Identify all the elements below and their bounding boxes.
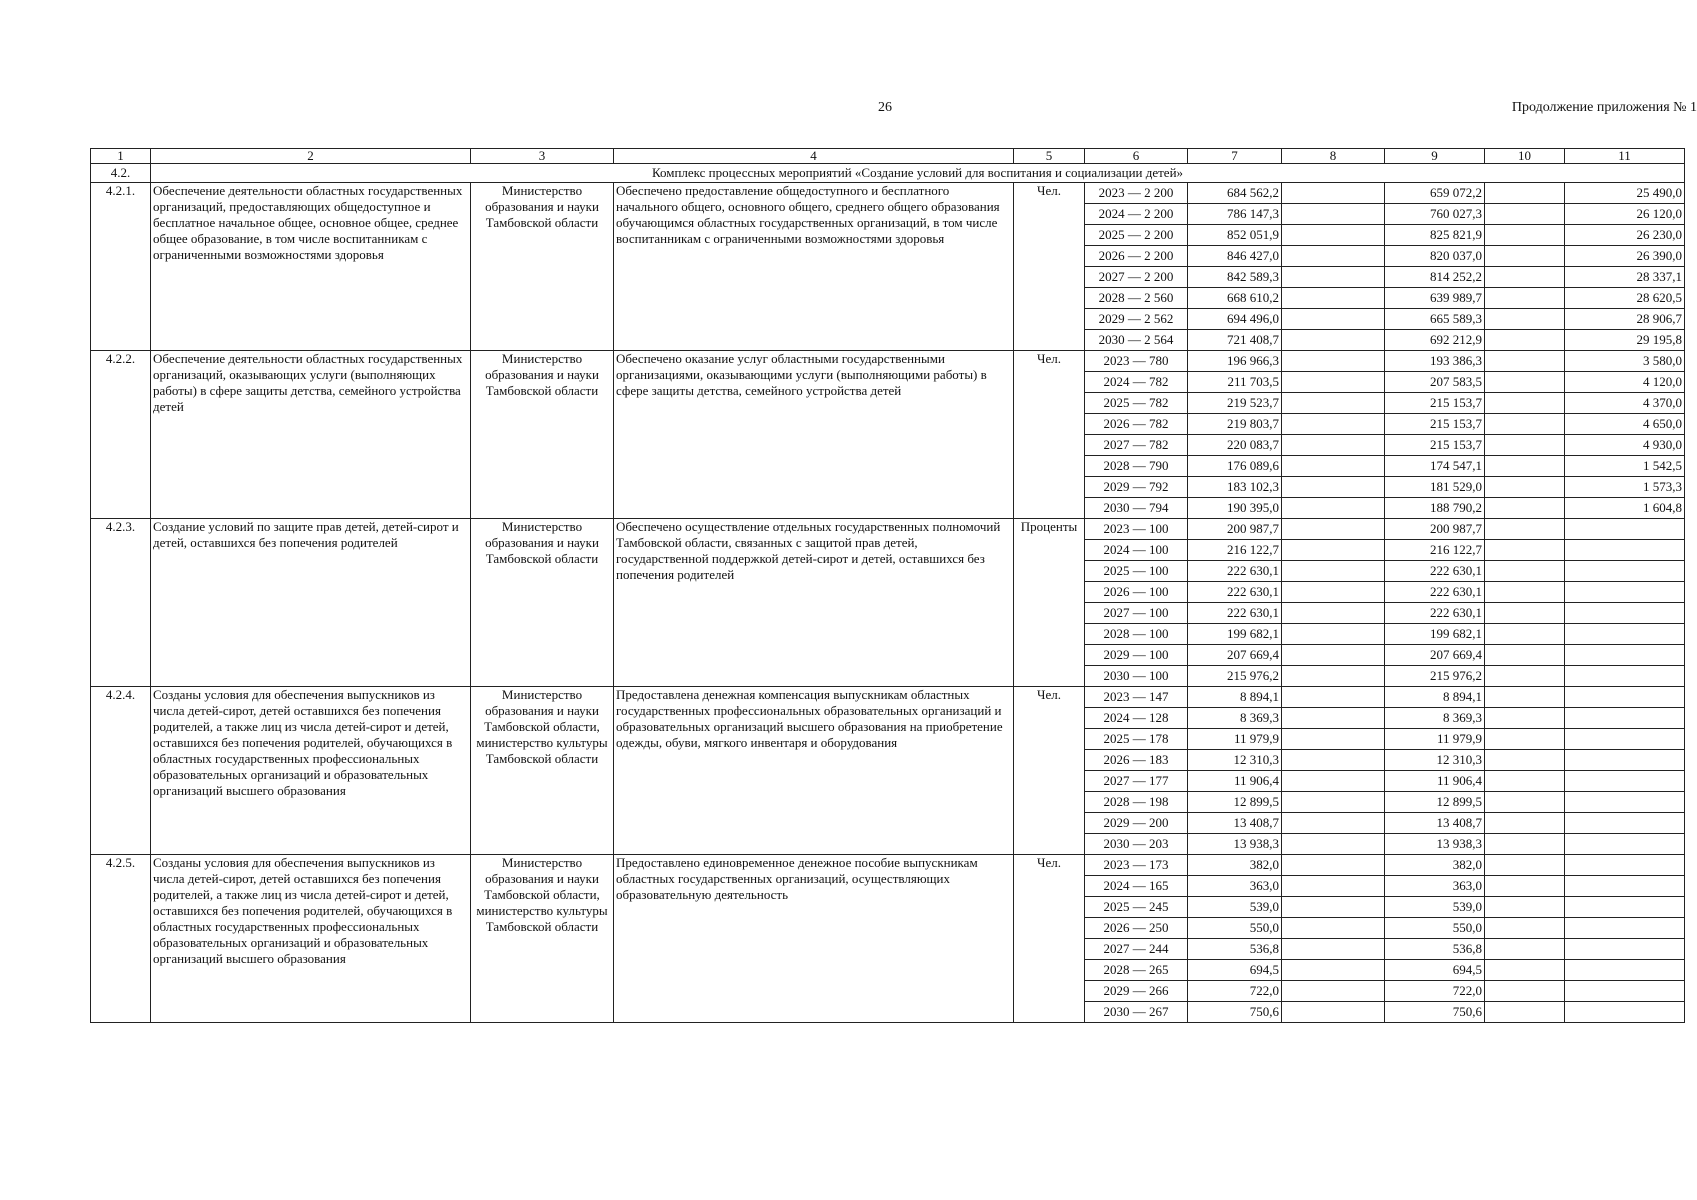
year-indicator: 2028 — 265 [1085,960,1188,981]
regional-budget-amount: 12 899,5 [1385,792,1485,813]
federal-budget-amount [1282,960,1385,981]
column-number: 3 [471,149,614,164]
total-amount: 536,8 [1188,939,1282,960]
regional-budget-amount: 222 630,1 [1385,582,1485,603]
total-amount: 382,0 [1188,855,1282,876]
total-amount: 12 899,5 [1188,792,1282,813]
column-number: 9 [1385,149,1485,164]
local-budget-amount [1485,792,1565,813]
local-budget-amount [1485,876,1565,897]
unit-of-measure: Чел. [1014,687,1085,855]
year-indicator: 2027 — 244 [1085,939,1188,960]
total-amount: 668 610,2 [1188,288,1282,309]
year-indicator: 2030 — 100 [1085,666,1188,687]
local-budget-amount [1485,1002,1565,1023]
federal-budget-amount [1282,225,1385,246]
extrabudgetary-amount [1565,981,1685,1002]
local-budget-amount [1485,414,1565,435]
regional-budget-amount: 200 987,7 [1385,519,1485,540]
federal-budget-amount [1282,561,1385,582]
year-indicator: 2030 — 267 [1085,1002,1188,1023]
year-indicator: 2027 — 100 [1085,603,1188,624]
federal-budget-amount [1282,687,1385,708]
extrabudgetary-amount [1565,561,1685,582]
federal-budget-amount [1282,477,1385,498]
regional-budget-amount: 750,6 [1385,1002,1485,1023]
section-title: Комплекс процессных мероприятий «Создание условий для воспитания и социализации детей» [151,164,1685,183]
local-budget-amount [1485,603,1565,624]
federal-budget-amount [1282,183,1385,204]
local-budget-amount [1485,813,1565,834]
year-indicator: 2028 — 790 [1085,456,1188,477]
column-number: 2 [151,149,471,164]
regional-budget-amount: 8 369,3 [1385,708,1485,729]
local-budget-amount [1485,981,1565,1002]
total-amount: 199 682,1 [1188,624,1282,645]
extrabudgetary-amount [1565,813,1685,834]
local-budget-amount [1485,498,1565,519]
total-amount: 694,5 [1188,960,1282,981]
local-budget-amount [1485,708,1565,729]
extrabudgetary-amount: 25 490,0 [1565,183,1685,204]
local-budget-amount [1485,561,1565,582]
item-number: 4.2.1. [91,183,151,351]
regional-budget-amount: 11 906,4 [1385,771,1485,792]
year-indicator: 2028 — 2 560 [1085,288,1188,309]
column-number: 4 [614,149,1014,164]
total-amount: 216 122,7 [1188,540,1282,561]
extrabudgetary-amount: 3 580,0 [1565,351,1685,372]
total-amount: 176 089,6 [1188,456,1282,477]
federal-budget-amount [1282,519,1385,540]
extrabudgetary-amount: 1 573,3 [1565,477,1685,498]
extrabudgetary-amount [1565,750,1685,771]
year-indicator: 2025 — 2 200 [1085,225,1188,246]
federal-budget-amount [1282,372,1385,393]
unit-of-measure: Чел. [1014,351,1085,519]
extrabudgetary-amount [1565,792,1685,813]
federal-budget-amount [1282,813,1385,834]
year-indicator: 2024 — 782 [1085,372,1188,393]
local-budget-amount [1485,309,1565,330]
regional-budget-amount: 665 589,3 [1385,309,1485,330]
federal-budget-amount [1282,330,1385,351]
total-amount: 222 630,1 [1188,582,1282,603]
measure-name: Созданы условия для обеспечения выпускников из числа детей-сирот, детей оставшихся без попечения родителей, а также лиц из числа детей-сирот и детей, оставшихся без попечения родителей, обучающихся в областных государственных профессиональных образовательных организаций и образовательных организаций высшего образования [151,687,471,855]
expected-result: Обеспечено оказание услуг областными государственными организациями, оказывающими услуги (выполняющими работы) в сфере защиты детства, семейного устройства детей [614,351,1014,519]
section-number: 4.2. [91,164,151,183]
federal-budget-amount [1282,855,1385,876]
federal-budget-amount [1282,624,1385,645]
total-amount: 721 408,7 [1188,330,1282,351]
total-amount: 694 496,0 [1188,309,1282,330]
extrabudgetary-amount: 28 906,7 [1565,309,1685,330]
extrabudgetary-amount [1565,645,1685,666]
extrabudgetary-amount [1565,519,1685,540]
extrabudgetary-amount: 28 620,5 [1565,288,1685,309]
local-budget-amount [1485,939,1565,960]
local-budget-amount [1485,183,1565,204]
local-budget-amount [1485,666,1565,687]
total-amount: 722,0 [1188,981,1282,1002]
regional-budget-amount: 215 153,7 [1385,414,1485,435]
total-amount: 196 966,3 [1188,351,1282,372]
regional-budget-amount: 8 894,1 [1385,687,1485,708]
expected-result: Предоставлено единовременное денежное пособие выпускникам областных государственных организаций, осуществляющих образовательную деятельность [614,855,1014,1023]
expected-result: Обеспечено осуществление отдельных государственных полномочий Тамбовской области, связанных с защитой прав детей, государственной поддержкой детей-сирот и детей, оставшихся без попечения родителей [614,519,1014,687]
regional-budget-amount: 199 682,1 [1385,624,1485,645]
regional-budget-amount: 215 153,7 [1385,435,1485,456]
extrabudgetary-amount: 4 930,0 [1565,435,1685,456]
section-row [91,164,1685,183]
extrabudgetary-amount [1565,624,1685,645]
extrabudgetary-amount [1565,939,1685,960]
extrabudgetary-amount: 29 195,8 [1565,330,1685,351]
federal-budget-amount [1282,1002,1385,1023]
total-amount: 13 938,3 [1188,834,1282,855]
regional-budget-amount: 222 630,1 [1385,561,1485,582]
year-indicator: 2026 — 250 [1085,918,1188,939]
regional-budget-amount: 722,0 [1385,981,1485,1002]
extrabudgetary-amount [1565,1002,1685,1023]
extrabudgetary-amount: 26 230,0 [1565,225,1685,246]
total-amount: 207 669,4 [1188,645,1282,666]
responsible-executor: Министерство образования и науки Тамбовской области [471,519,614,687]
year-indicator: 2027 — 2 200 [1085,267,1188,288]
local-budget-amount [1485,351,1565,372]
expected-result: Обеспечено предоставление общедоступного и бесплатного начального общего, основного общего, среднего общего образования обучающимся областных государственных организаций, в том числе воспитанникам с ограниченными возможностями здоровья [614,183,1014,351]
local-budget-amount [1485,834,1565,855]
regional-budget-amount: 694,5 [1385,960,1485,981]
total-amount: 215 976,2 [1188,666,1282,687]
regional-budget-amount: 174 547,1 [1385,456,1485,477]
federal-budget-amount [1282,288,1385,309]
table-row [91,351,1685,372]
year-indicator: 2025 — 245 [1085,897,1188,918]
federal-budget-amount [1282,918,1385,939]
regional-budget-amount: 382,0 [1385,855,1485,876]
federal-budget-amount [1282,204,1385,225]
total-amount: 190 395,0 [1188,498,1282,519]
year-indicator: 2029 — 200 [1085,813,1188,834]
extrabudgetary-amount [1565,918,1685,939]
local-budget-amount [1485,960,1565,981]
federal-budget-amount [1282,897,1385,918]
local-budget-amount [1485,687,1565,708]
extrabudgetary-amount: 4 650,0 [1565,414,1685,435]
year-indicator: 2025 — 782 [1085,393,1188,414]
local-budget-amount [1485,435,1565,456]
federal-budget-amount [1282,645,1385,666]
regional-budget-amount: 659 072,2 [1385,183,1485,204]
regional-budget-amount: 188 790,2 [1385,498,1485,519]
local-budget-amount [1485,204,1565,225]
total-amount: 852 051,9 [1188,225,1282,246]
federal-budget-amount [1282,981,1385,1002]
year-indicator: 2024 — 128 [1085,708,1188,729]
regional-budget-amount: 760 027,3 [1385,204,1485,225]
federal-budget-amount [1282,834,1385,855]
local-budget-amount [1485,456,1565,477]
year-indicator: 2026 — 100 [1085,582,1188,603]
year-indicator: 2024 — 100 [1085,540,1188,561]
regional-budget-amount: 216 122,7 [1385,540,1485,561]
page-number: 26 [878,100,892,115]
regional-budget-amount: 12 310,3 [1385,750,1485,771]
total-amount: 222 630,1 [1188,603,1282,624]
federal-budget-amount [1282,246,1385,267]
federal-budget-amount [1282,498,1385,519]
total-amount: 12 310,3 [1188,750,1282,771]
year-indicator: 2023 — 147 [1085,687,1188,708]
column-number: 10 [1485,149,1565,164]
regional-budget-amount: 820 037,0 [1385,246,1485,267]
regional-budget-amount: 539,0 [1385,897,1485,918]
year-indicator: 2026 — 782 [1085,414,1188,435]
year-indicator: 2029 — 100 [1085,645,1188,666]
year-indicator: 2030 — 794 [1085,498,1188,519]
regional-budget-amount: 207 669,4 [1385,645,1485,666]
extrabudgetary-amount: 1 604,8 [1565,498,1685,519]
federal-budget-amount [1282,792,1385,813]
extrabudgetary-amount: 4 370,0 [1565,393,1685,414]
local-budget-amount [1485,519,1565,540]
federal-budget-amount [1282,351,1385,372]
regional-budget-amount: 639 989,7 [1385,288,1485,309]
table-row [91,687,1685,708]
extrabudgetary-amount [1565,603,1685,624]
responsible-executor: Министерство образования и науки Тамбовской области [471,351,614,519]
responsible-executor: Министерство образования и науки Тамбовской области, министерство культуры Тамбовской области [471,687,614,855]
year-indicator: 2029 — 2 562 [1085,309,1188,330]
federal-budget-amount [1282,603,1385,624]
local-budget-amount [1485,582,1565,603]
column-number: 5 [1014,149,1085,164]
extrabudgetary-amount: 1 542,5 [1565,456,1685,477]
regional-budget-amount: 13 938,3 [1385,834,1485,855]
program-measures-table [90,148,1685,1023]
federal-budget-amount [1282,876,1385,897]
extrabudgetary-amount [1565,876,1685,897]
regional-budget-amount: 207 583,5 [1385,372,1485,393]
total-amount: 200 987,7 [1188,519,1282,540]
appendix-continuation-note: Продолжение приложения № 1 [1511,100,1697,115]
local-budget-amount [1485,645,1565,666]
extrabudgetary-amount [1565,666,1685,687]
local-budget-amount [1485,225,1565,246]
extrabudgetary-amount [1565,897,1685,918]
year-indicator: 2023 — 780 [1085,351,1188,372]
extrabudgetary-amount [1565,729,1685,750]
federal-budget-amount [1282,750,1385,771]
regional-budget-amount: 825 821,9 [1385,225,1485,246]
year-indicator: 2024 — 2 200 [1085,204,1188,225]
total-amount: 211 703,5 [1188,372,1282,393]
item-number: 4.2.5. [91,855,151,1023]
local-budget-amount [1485,771,1565,792]
extrabudgetary-amount: 4 120,0 [1565,372,1685,393]
regional-budget-amount: 181 529,0 [1385,477,1485,498]
local-budget-amount [1485,288,1565,309]
total-amount: 363,0 [1188,876,1282,897]
unit-of-measure: Проценты [1014,519,1085,687]
column-number: 6 [1085,149,1188,164]
regional-budget-amount: 193 386,3 [1385,351,1485,372]
local-budget-amount [1485,372,1565,393]
measure-name: Создание условий по защите прав детей, детей-сирот и детей, оставшихся без попечения родителей [151,519,471,687]
federal-budget-amount [1282,414,1385,435]
federal-budget-amount [1282,729,1385,750]
year-indicator: 2028 — 198 [1085,792,1188,813]
total-amount: 8 894,1 [1188,687,1282,708]
total-amount: 539,0 [1188,897,1282,918]
extrabudgetary-amount: 28 337,1 [1565,267,1685,288]
year-indicator: 2025 — 178 [1085,729,1188,750]
extrabudgetary-amount [1565,960,1685,981]
responsible-executor: Министерство образования и науки Тамбовской области, министерство культуры Тамбовской области [471,855,614,1023]
local-budget-amount [1485,750,1565,771]
federal-budget-amount [1282,939,1385,960]
total-amount: 220 083,7 [1188,435,1282,456]
federal-budget-amount [1282,582,1385,603]
extrabudgetary-amount [1565,855,1685,876]
year-indicator: 2029 — 266 [1085,981,1188,1002]
total-amount: 786 147,3 [1188,204,1282,225]
local-budget-amount [1485,246,1565,267]
local-budget-amount [1485,897,1565,918]
total-amount: 846 427,0 [1188,246,1282,267]
total-amount: 183 102,3 [1188,477,1282,498]
table-row [91,183,1685,204]
local-budget-amount [1485,267,1565,288]
table-row [91,519,1685,540]
federal-budget-amount [1282,540,1385,561]
column-number: 7 [1188,149,1282,164]
unit-of-measure: Чел. [1014,183,1085,351]
item-number: 4.2.3. [91,519,151,687]
local-budget-amount [1485,540,1565,561]
extrabudgetary-amount [1565,771,1685,792]
federal-budget-amount [1282,666,1385,687]
regional-budget-amount: 13 408,7 [1385,813,1485,834]
year-indicator: 2027 — 177 [1085,771,1188,792]
year-indicator: 2030 — 203 [1085,834,1188,855]
year-indicator: 2023 — 173 [1085,855,1188,876]
regional-budget-amount: 536,8 [1385,939,1485,960]
extrabudgetary-amount: 26 120,0 [1565,204,1685,225]
year-indicator: 2023 — 2 200 [1085,183,1188,204]
expected-result: Предоставлена денежная компенсация выпускникам областных государственных профессиональных образовательных организаций и образовательных организаций высшего образования на приобретение одежды, обуви, мягкого инвентаря и оборудования [614,687,1014,855]
federal-budget-amount [1282,708,1385,729]
federal-budget-amount [1282,456,1385,477]
responsible-executor: Министерство образования и науки Тамбовской области [471,183,614,351]
unit-of-measure: Чел. [1014,855,1085,1023]
regional-budget-amount: 814 252,2 [1385,267,1485,288]
extrabudgetary-amount [1565,582,1685,603]
column-number-row [91,149,1685,164]
federal-budget-amount [1282,771,1385,792]
table-row [91,855,1685,876]
regional-budget-amount: 222 630,1 [1385,603,1485,624]
total-amount: 750,6 [1188,1002,1282,1023]
year-indicator: 2023 — 100 [1085,519,1188,540]
total-amount: 11 906,4 [1188,771,1282,792]
column-number: 8 [1282,149,1385,164]
total-amount: 219 523,7 [1188,393,1282,414]
local-budget-amount [1485,918,1565,939]
item-number: 4.2.2. [91,351,151,519]
regional-budget-amount: 550,0 [1385,918,1485,939]
measure-name: Обеспечение деятельности областных государственных организаций, предоставляющих общедоступное и бесплатное начальное общее, основное общее, среднее общее образование, в том числе воспитанникам с ограниченными возможностями здоровья [151,183,471,351]
total-amount: 550,0 [1188,918,1282,939]
year-indicator: 2026 — 2 200 [1085,246,1188,267]
regional-budget-amount: 692 212,9 [1385,330,1485,351]
total-amount: 222 630,1 [1188,561,1282,582]
extrabudgetary-amount [1565,540,1685,561]
table-body [91,149,1685,1023]
federal-budget-amount [1282,435,1385,456]
extrabudgetary-amount [1565,687,1685,708]
year-indicator: 2028 — 100 [1085,624,1188,645]
measure-name: Обеспечение деятельности областных государственных организаций, оказывающих услуги (выполняющих работы) в сфере защиты детства, семейного устройства детей [151,351,471,519]
total-amount: 11 979,9 [1188,729,1282,750]
local-budget-amount [1485,393,1565,414]
total-amount: 684 562,2 [1188,183,1282,204]
year-indicator: 2026 — 183 [1085,750,1188,771]
extrabudgetary-amount [1565,834,1685,855]
local-budget-amount [1485,729,1565,750]
column-number: 11 [1565,149,1685,164]
federal-budget-amount [1282,309,1385,330]
local-budget-amount [1485,624,1565,645]
year-indicator: 2030 — 2 564 [1085,330,1188,351]
local-budget-amount [1485,330,1565,351]
extrabudgetary-amount: 26 390,0 [1565,246,1685,267]
regional-budget-amount: 215 976,2 [1385,666,1485,687]
extrabudgetary-amount [1565,708,1685,729]
year-indicator: 2025 — 100 [1085,561,1188,582]
federal-budget-amount [1282,393,1385,414]
measure-name: Созданы условия для обеспечения выпускников из числа детей-сирот, детей оставшихся без попечения родителей, а также лиц из числа детей-сирот и детей, оставшихся без попечения родителей, обучающихся в областных государственных профессиональных образовательных организаций и образовательных организаций высшего образования [151,855,471,1023]
local-budget-amount [1485,477,1565,498]
regional-budget-amount: 363,0 [1385,876,1485,897]
total-amount: 13 408,7 [1188,813,1282,834]
year-indicator: 2024 — 165 [1085,876,1188,897]
item-number: 4.2.4. [91,687,151,855]
federal-budget-amount [1282,267,1385,288]
regional-budget-amount: 215 153,7 [1385,393,1485,414]
total-amount: 842 589,3 [1188,267,1282,288]
total-amount: 8 369,3 [1188,708,1282,729]
local-budget-amount [1485,855,1565,876]
total-amount: 219 803,7 [1188,414,1282,435]
year-indicator: 2027 — 782 [1085,435,1188,456]
year-indicator: 2029 — 792 [1085,477,1188,498]
regional-budget-amount: 11 979,9 [1385,729,1485,750]
column-number: 1 [91,149,151,164]
